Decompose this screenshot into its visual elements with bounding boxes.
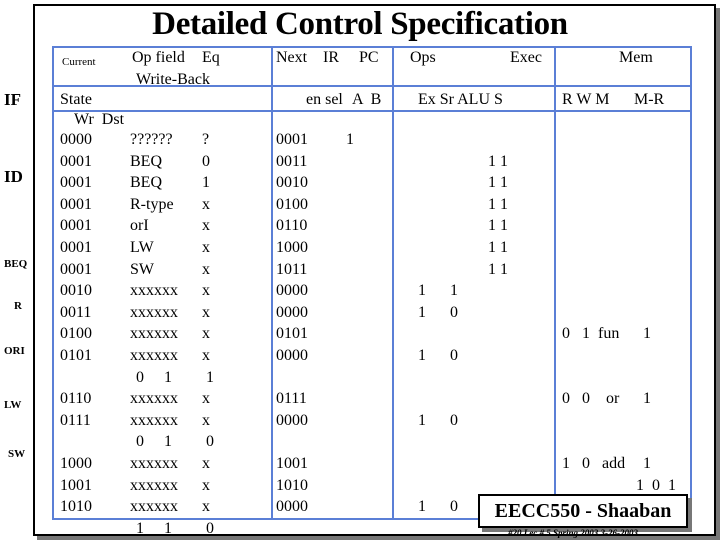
- ops-header: Ops: [410, 49, 436, 66]
- pc-header: PC: [359, 49, 379, 66]
- eq-cell: 1: [202, 174, 210, 192]
- exec-header: Exec: [510, 49, 542, 66]
- state-cell: 0001: [60, 195, 92, 213]
- next-header: Next: [276, 49, 308, 66]
- course-badge: EECC550 - Shaaban: [478, 494, 688, 528]
- exec-cell: 0 0 or: [562, 390, 620, 408]
- pc-cell: 1 1: [418, 282, 458, 300]
- state-cell: 1000: [60, 455, 92, 472]
- next-cell: 0100: [276, 195, 308, 213]
- ops-cell: 1 1: [488, 174, 508, 192]
- opfield-cell: xxxxxx: [130, 411, 178, 429]
- state-cell: 0001: [60, 260, 92, 278]
- opfield-cell: orI: [130, 217, 149, 235]
- state-cell: 0110: [60, 390, 92, 408]
- ops-cell: 1 1: [488, 195, 508, 213]
- state-cell: 0100: [60, 325, 92, 343]
- mem-header: Mem: [619, 49, 653, 66]
- pc-cell: 1 0: [418, 303, 458, 321]
- ensela-header: en sel: [306, 91, 343, 108]
- eq-cell: x: [202, 282, 210, 300]
- ops-cell: 1 1: [488, 217, 508, 235]
- exsralu-header: Ex Sr ALU S: [418, 91, 503, 108]
- side-label-id: ID: [4, 167, 23, 186]
- eq-cell: x: [202, 217, 210, 235]
- state-cell: 0111: [60, 411, 91, 429]
- next-cell: 0000: [276, 282, 308, 300]
- a-b-header: A B: [352, 91, 382, 108]
- eq-cell: x: [202, 390, 210, 408]
- exec-cell: 1 0 add: [562, 455, 626, 472]
- next-cell: 0000: [276, 347, 308, 364]
- opfield-cell: ??????: [130, 131, 173, 148]
- opfield-cell: xxxxxx: [130, 476, 178, 494]
- eq-cell: x: [202, 260, 210, 278]
- ops-cell: 1 1: [488, 152, 508, 170]
- state-header: State: [60, 91, 92, 108]
- eq-cell: x: [202, 347, 210, 364]
- opfield-cell: xxxxxx: [130, 303, 178, 321]
- opfield-cell: xxxxxx: [130, 325, 178, 343]
- opfield-cell: 0 1: [136, 433, 172, 451]
- pc-cell: 1 0: [418, 498, 458, 516]
- slide-title: Detailed Control Specification: [152, 6, 568, 42]
- state-cell: 0001: [60, 152, 92, 170]
- opfield-cell: xxxxxx: [130, 498, 178, 516]
- state-cell: 1001: [60, 476, 92, 494]
- pc-cell: 1 0: [418, 347, 458, 364]
- eq-cell: 1: [206, 368, 214, 386]
- side-label-lw: LW: [4, 399, 22, 411]
- next-cell: 1011: [276, 260, 308, 278]
- eq-cell: x: [202, 303, 210, 321]
- side-label-if: IF: [4, 90, 21, 109]
- opfield-cell: BEQ: [130, 152, 162, 170]
- eq-cell: x: [202, 498, 210, 516]
- grid-divider: [52, 110, 690, 112]
- rwm-header: R W M: [562, 91, 610, 108]
- state-cell: 0001: [60, 217, 92, 235]
- state-cell: 0011: [60, 303, 92, 321]
- next-cell: 0000: [276, 498, 308, 516]
- opfield-cell: 0 1: [136, 368, 172, 386]
- state-cell: 1010: [60, 498, 92, 516]
- eq-cell: 0: [202, 152, 210, 170]
- eq-cell: x: [202, 411, 210, 429]
- next-cell: 1000: [276, 239, 308, 256]
- state-cell: 0010: [60, 282, 92, 300]
- next-cell: 0000: [276, 303, 308, 321]
- pc-cell: 1 0: [418, 411, 458, 429]
- next-cell: 0110: [276, 217, 308, 235]
- side-label-r: R: [14, 300, 22, 312]
- opfield-cell: 1 1: [136, 519, 172, 537]
- next-cell: 0001: [276, 131, 308, 148]
- mem-cell: 1: [643, 455, 651, 472]
- eq-cell: 0: [206, 433, 214, 451]
- next-cell: 0111: [276, 390, 307, 408]
- mem-cell: 1: [643, 390, 651, 408]
- ops-cell: 1 1: [488, 260, 508, 278]
- eq-cell: x: [202, 239, 210, 256]
- eq-cell: x: [202, 476, 210, 494]
- footnote: #20 Lec # 5 Spring 2003 3-26-2003: [508, 528, 638, 538]
- grid-divider: [554, 46, 556, 518]
- grid-divider: [271, 46, 273, 518]
- eq-cell: x: [202, 325, 210, 343]
- writeback-header: Write-Back: [136, 71, 210, 88]
- side-label-beq: BEQ: [4, 258, 28, 270]
- side-label-ori: ORI: [4, 345, 25, 357]
- ir-cell: 1: [346, 131, 354, 148]
- exec-cell: 0 1 fun: [562, 325, 620, 343]
- next-cell: 0101: [276, 325, 308, 343]
- next-cell: 1001: [276, 455, 308, 472]
- state-cell: 0001: [60, 174, 92, 192]
- grid-divider: [392, 46, 394, 518]
- opfield-cell: LW: [130, 239, 154, 256]
- mem-cell: 1: [643, 325, 651, 343]
- eq-cell: x: [202, 455, 210, 472]
- eq-cell: x: [202, 195, 210, 213]
- mr-header: M-R: [634, 91, 665, 108]
- opfield-cell: SW: [130, 260, 154, 278]
- opfield-cell: xxxxxx: [130, 390, 178, 408]
- next-cell: 0000: [276, 411, 308, 429]
- eq-cell: ?: [202, 131, 210, 148]
- opfield-cell: R-type: [130, 195, 174, 213]
- opfield-cell: xxxxxx: [130, 282, 178, 300]
- opfield-header: Op field: [132, 49, 185, 66]
- side-label-sw: SW: [8, 448, 26, 460]
- ops-cell: 1 1: [488, 239, 508, 256]
- eq-cell: 0: [206, 519, 214, 537]
- eq-header: Eq: [202, 49, 220, 66]
- mem-cell: 1 0 1: [636, 476, 676, 494]
- state-cell: 0001: [60, 239, 92, 256]
- opfield-cell: BEQ: [130, 174, 162, 192]
- next-cell: 1010: [276, 476, 308, 494]
- next-cell: 0010: [276, 174, 308, 192]
- ir-header: IR: [323, 49, 339, 66]
- state-cell: 0000: [60, 131, 92, 148]
- opfield-cell: xxxxxx: [130, 455, 178, 472]
- state-cell: 0101: [60, 347, 92, 364]
- opfield-cell: xxxxxx: [130, 347, 178, 364]
- next-cell: 0011: [276, 152, 308, 170]
- wrdst-header: Wr Dst: [74, 111, 125, 128]
- current-header: Current: [62, 56, 96, 68]
